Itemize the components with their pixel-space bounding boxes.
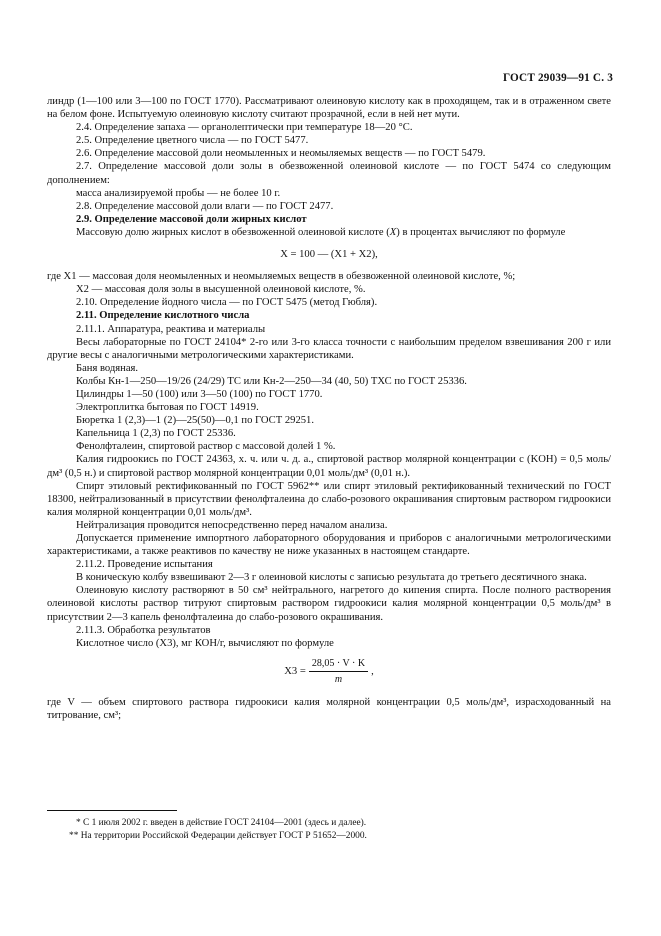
footnote-2: ** На территории Российской Федерации действует ГОСТ Р 51652—2000.: [69, 831, 367, 841]
formula-denominator: m: [334, 673, 343, 685]
fatty-acids-intro: Массовую долю жирных кислот в обезвоженной олеиновой кислоте (X) в процентах вычисляют по формуле: [76, 226, 566, 238]
section-2-11-heading: 2.11. Определение кислотного числа: [76, 310, 250, 322]
formula-tail: ,: [371, 665, 374, 677]
section-2-4: 2.4. Определение запаха — органолептически при температуре 18—20 °С.: [76, 122, 413, 134]
where-x2: X2 — массовая доля золы в высушенной олеиновой кислоте, %.: [76, 284, 366, 296]
formula-fraction: [309, 657, 368, 686]
acid-number-intro: Кислотное число (X3), мг КОН/г, вычисляют по формуле: [76, 637, 334, 649]
where-v: где V — объем спиртового раствора гидроокиси калия молярной концентрации 0,5 моль/дм³, израсходованный на титрование, см³;: [47, 697, 611, 722]
cylinders-item: Цилиндры 1—50 (100) или 3—50 (100) по ГОСТ 1770.: [76, 388, 323, 400]
page-header-code: ГОСТ 29039—91 С. 3: [502, 72, 613, 84]
phenolphthalein-item: Фенолфталеин, спиртовой раствор с массовой долей 1 %.: [76, 441, 336, 453]
hotplate-item: Электроплитка бытовая по ГОСТ 14919.: [76, 402, 259, 414]
section-2-9-heading: 2.9. Определение массовой доли жирных кислот: [76, 213, 307, 225]
potassium-hydroxide-item: Калия гидроокись по ГОСТ 24363, х. ч. или ч. д. а., спиртовой раствор молярной концентрации c (KOH) = 0,5 моль/дм³ (0,5 н.) и спиртовой раствор молярной концентрации 0,01 моль/дм³ (0,01 н.).: [47, 454, 611, 479]
sample-mass-note: масса анализируемой пробы — не более 10 г.: [76, 187, 281, 199]
section-2-11-2: 2.11.2. Проведение испытания: [76, 559, 213, 571]
section-2-10: 2.10. Определение йодного числа — по ГОСТ 5475 (метод Гюбля).: [76, 297, 378, 309]
titration-step: Олеиновую кислоту растворяют в 50 см³ нейтрального, нагретого до кипения спирта. После полного растворения олеиновой кислоты раствор титруют спиртовым раствором гидроокиси калия молярной концентрации 0,5 моль/дм³ в присутствии 2—3 капель фенолфталеина до слабо-розового окрашивания.: [47, 585, 611, 623]
section-2-11-1: 2.11.1. Аппаратура, реактива и материалы: [76, 323, 266, 335]
formula-fatty-acids: X = 100 — (X1 + X2),: [280, 249, 378, 261]
footnote-divider: [47, 810, 177, 811]
document-body: [47, 95, 611, 722]
formula-acid-number: [47, 657, 611, 686]
paragraph-cylinder-continued: линдр (1—100 или 3—100 по ГОСТ 1770). Рассматривают олеиновую кислоту как в проходящем, так и в отраженном свете на белом фоне. Испытуемую олеиновую кислоту считают прозрачной, если в ней нет мути.: [47, 96, 611, 121]
section-2-5: 2.5. Определение цветного числа — по ГОСТ 5477.: [76, 135, 309, 147]
scales-item: Весы лабораторные по ГОСТ 24104* 2-го или 3-го класса точности с наибольшим пределом взвешивания 200 г или другие весы с аналогичными метрологическими характеристиками.: [47, 336, 611, 361]
formula-lhs: X3 =: [284, 665, 306, 677]
where-x1: где X1 — массовая доля неомыленных и неомыляемых веществ в обезвоженной олеиновой кислоте, %;: [47, 271, 516, 283]
neutralization-note: Нейтрализация проводится непосредственно перед началом анализа.: [76, 519, 388, 531]
section-2-11-3: 2.11.3. Обработка результатов: [76, 624, 211, 636]
burette-item: Бюретка 1 (2,3)—1 (2)—25(50)—0,1 по ГОСТ 29251.: [76, 415, 314, 427]
dropper-item: Капельница 1 (2,3) по ГОСТ 25336.: [76, 428, 236, 440]
section-2-6: 2.6. Определение массовой доли неомыленных и неомыляемых веществ — по ГОСТ 5479.: [76, 148, 486, 160]
imported-equipment-note: Допускается применение импортного лабораторного оборудования и приборов с аналогичными метрологическими характеристиками, а также реактивов по качеству не ниже указанных в настоящем стандарте.: [47, 533, 611, 558]
section-2-8: 2.8. Определение массовой доли влаги — по ГОСТ 2477.: [76, 200, 334, 212]
flasks-item: Колбы Кн-1—250—19/26 (24/29) ТС или Кн-2—250—34 (40, 50) ТХС по ГОСТ 25336.: [76, 375, 467, 387]
formula-numerator: 28,05 · V · K: [309, 657, 368, 672]
ethanol-item: Спирт этиловый ректификованный по ГОСТ 5962** или спирт этиловый ректификованный технический по ГОСТ 18300, нейтрализованный в присутствии фенолфталеина до слабо-розового окрашивания спиртовым раствором гидроокиси калия молярной концентрации 0,01 моль/дм³.: [47, 480, 611, 518]
section-2-7: 2.7. Определение массовой доли золы в обезвоженной олеиновой кислоте — по ГОСТ 5474 со следующим дополнением:: [47, 161, 611, 186]
weighing-step: В коническую колбу взвешивают 2—3 г олеиновой кислоты с записью результата до третьего десятичного знака.: [76, 572, 587, 584]
footnote-1: * С 1 июля 2002 г. введен в действие ГОСТ 24104—2001 (здесь и далее).: [76, 818, 367, 828]
water-bath-item: Баня водяная.: [76, 362, 139, 374]
